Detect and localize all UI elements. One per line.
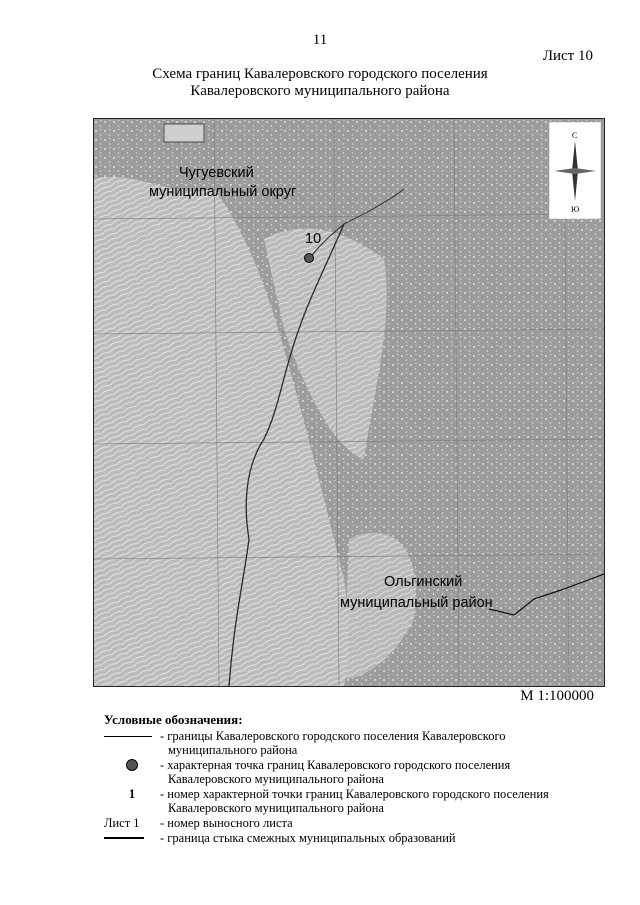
title-line-2: Кавалеровского муниципального района <box>190 83 450 99</box>
number-symbol: 1 <box>128 787 136 801</box>
legend-text: Кавалеровского муниципального района <box>168 801 384 815</box>
compass-south-label: Ю <box>571 205 580 214</box>
legend-item-point <box>104 758 604 786</box>
legend-item-boundary <box>104 729 604 757</box>
label-olginsky-line2: муниципальный район <box>340 595 493 611</box>
legend-item-junction <box>104 831 604 845</box>
label-chuguevsky-line2: муниципальный округ <box>149 184 297 200</box>
dot-symbol <box>104 758 160 772</box>
compass-rose <box>549 122 601 219</box>
label-olginsky-line1: Ольгинский <box>384 574 463 590</box>
legend-text: Кавалеровского муниципального района <box>168 772 384 786</box>
sheet-label: Лист 10 <box>542 48 593 64</box>
legend-item-point-number <box>104 787 604 815</box>
title-line-1: Схема границ Кавалеровского городского поселения <box>152 66 488 82</box>
legend-text: - границы Кавалеровского городского поселения Кавалеровского <box>160 729 506 743</box>
compass-north-label: С <box>572 131 578 140</box>
map-title <box>0 66 640 100</box>
page-number: 11 <box>312 32 328 48</box>
legend-title: Условные обозначения: <box>104 712 243 727</box>
legend-item-sheet <box>104 816 604 830</box>
sheet-symbol: Лист 1 <box>104 816 140 830</box>
map-canvas <box>94 119 604 686</box>
settlement-block <box>164 124 204 142</box>
legend-text: муниципального района <box>168 743 298 757</box>
legend <box>104 713 604 846</box>
legend-text: - характерная точка границ Кавалеровского городского поселения <box>160 758 511 772</box>
legend-text: - граница стыка смежных муниципальных образований <box>160 831 456 845</box>
map-scale: М 1:100000 <box>520 688 594 704</box>
point-number-label: 10 <box>305 231 322 247</box>
topographic-map[interactable] <box>93 118 605 687</box>
legend-text: - номер характерной точки границ Кавалеровского городского поселения <box>160 787 549 801</box>
thin-line-symbol <box>104 729 160 743</box>
legend-text: - номер выносного листа <box>160 816 293 830</box>
thick-line-symbol <box>104 831 160 845</box>
label-chuguevsky-line1: Чугуевский <box>179 165 254 181</box>
boundary-point-10[interactable] <box>305 254 314 263</box>
